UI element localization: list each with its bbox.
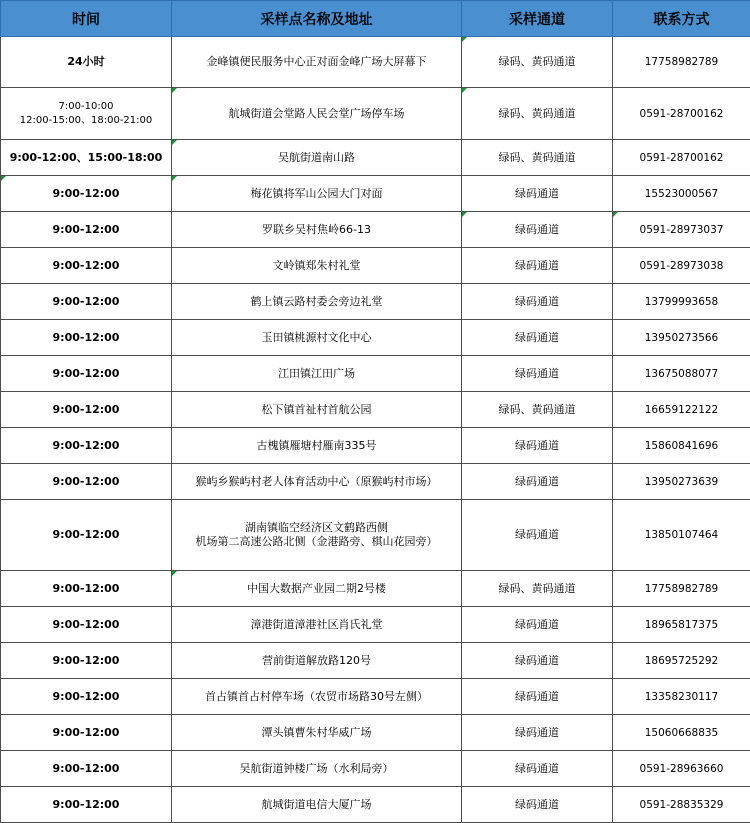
cell-contact: 0591-28835329: [613, 787, 750, 823]
table-row: [1, 751, 750, 787]
cell-contact: 0591-28973037: [613, 212, 750, 248]
cell-channel: 绿码、黄码通道: [462, 571, 613, 607]
cell-channel: 绿码通道: [462, 787, 613, 823]
cell-time: 9:00-12:00、15:00-18:00: [1, 140, 172, 176]
cell-channel: 绿码、黄码通道: [462, 37, 613, 88]
cell-contact: 17758982789: [613, 571, 750, 607]
cell-site: 漳港街道漳港社区肖氏礼堂: [172, 607, 462, 643]
cell-time: 9:00-12:00: [1, 464, 172, 500]
cell-time: 9:00-12:00: [1, 320, 172, 356]
cell-contact: 13799993658: [613, 284, 750, 320]
cell-channel: 绿码通道: [462, 679, 613, 715]
table-row: [1, 392, 750, 428]
table-row: [1, 715, 750, 751]
cell-contact: 13950273639: [613, 464, 750, 500]
cell-channel: 绿码通道: [462, 356, 613, 392]
table-row: [1, 464, 750, 500]
cell-time: 9:00-12:00: [1, 787, 172, 823]
cell-site: 首占镇首占村停车场（农贸市场路30号左侧）: [172, 679, 462, 715]
cell-contact: 0591-28973038: [613, 248, 750, 284]
cell-time: 9:00-12:00: [1, 607, 172, 643]
cell-contact: 17758982789: [613, 37, 750, 88]
header-channel: 采样通道: [462, 1, 613, 37]
table-row: [1, 320, 750, 356]
cell-time: 9:00-12:00: [1, 176, 172, 212]
cell-channel: 绿码通道: [462, 643, 613, 679]
cell-site: 营前街道解放路120号: [172, 643, 462, 679]
cell-site: 航城街道会堂路人民会堂广场停车场: [172, 88, 462, 140]
table-row: [1, 284, 750, 320]
cell-channel: 绿码通道: [462, 464, 613, 500]
cell-time: 9:00-12:00: [1, 248, 172, 284]
cell-site: 潭头镇曹朱村华威广场: [172, 715, 462, 751]
cell-time: 9:00-12:00: [1, 679, 172, 715]
table-row: [1, 500, 750, 571]
cell-site: 航城街道电信大厦广场: [172, 787, 462, 823]
cell-time: 7:00-10:00 12:00-15:00、18:00-21:00: [1, 88, 172, 140]
cell-time: 9:00-12:00: [1, 428, 172, 464]
table-row: [1, 88, 750, 140]
cell-contact: 13675088077: [613, 356, 750, 392]
cell-channel: 绿码通道: [462, 284, 613, 320]
header-contact: 联系方式: [613, 1, 750, 37]
table-row: [1, 607, 750, 643]
cell-contact: 18695725292: [613, 643, 750, 679]
cell-contact: 0591-28700162: [613, 140, 750, 176]
table-row: [1, 428, 750, 464]
cell-time: 9:00-12:00: [1, 751, 172, 787]
cell-channel: 绿码通道: [462, 607, 613, 643]
cell-site: 湖南镇临空经济区文鹤路西侧 机场第二高速公路北侧（金港路旁、棋山花园旁）: [172, 500, 462, 571]
cell-site: 金峰镇便民服务中心正对面金峰广场大屏幕下: [172, 37, 462, 88]
cell-site: 中国大数据产业园二期2号楼: [172, 571, 462, 607]
cell-time: 9:00-12:00: [1, 643, 172, 679]
cell-channel: 绿码、黄码通道: [462, 88, 613, 140]
cell-channel: 绿码通道: [462, 248, 613, 284]
table-row: [1, 37, 750, 88]
cell-channel: 绿码、黄码通道: [462, 392, 613, 428]
cell-channel: 绿码通道: [462, 320, 613, 356]
cell-channel: 绿码通道: [462, 212, 613, 248]
cell-channel: 绿码通道: [462, 751, 613, 787]
table-row: [1, 571, 750, 607]
cell-channel: 绿码通道: [462, 428, 613, 464]
cell-time: 9:00-12:00: [1, 392, 172, 428]
table-row: [1, 176, 750, 212]
cell-time: 9:00-12:00: [1, 284, 172, 320]
cell-contact: 0591-28963660: [613, 751, 750, 787]
cell-contact: 13358230117: [613, 679, 750, 715]
table-row: [1, 787, 750, 823]
cell-site: 鹤上镇云路村委会旁边礼堂: [172, 284, 462, 320]
cell-site: 玉田镇桃源村文化中心: [172, 320, 462, 356]
cell-time: 9:00-12:00: [1, 571, 172, 607]
cell-site: 吴航街道钟楼广场（水利局旁）: [172, 751, 462, 787]
cell-contact: 15860841696: [613, 428, 750, 464]
cell-site: 猴屿乡猴屿村老人体育活动中心（原猴屿村市场）: [172, 464, 462, 500]
table-row: [1, 356, 750, 392]
table-header-row: [1, 1, 750, 37]
cell-contact: 15060668835: [613, 715, 750, 751]
cell-site: 江田镇江田广场: [172, 356, 462, 392]
cell-channel: 绿码通道: [462, 176, 613, 212]
cell-site: 文岭镇郑朱村礼堂: [172, 248, 462, 284]
table-row: [1, 248, 750, 284]
cell-site: 梅花镇将军山公园大门对面: [172, 176, 462, 212]
cell-site: 吴航街道南山路: [172, 140, 462, 176]
cell-time: 9:00-12:00: [1, 356, 172, 392]
table-row: [1, 679, 750, 715]
header-time: 时间: [1, 1, 172, 37]
cell-channel: 绿码通道: [462, 500, 613, 571]
cell-site: 松下镇首祉村首航公园: [172, 392, 462, 428]
cell-site: 古槐镇雁塘村雁南335号: [172, 428, 462, 464]
cell-channel: 绿码通道: [462, 715, 613, 751]
cell-contact: 18965817375: [613, 607, 750, 643]
cell-time: 9:00-12:00: [1, 715, 172, 751]
table-row: [1, 140, 750, 176]
cell-channel: 绿码、黄码通道: [462, 140, 613, 176]
header-site: 采样点名称及地址: [172, 1, 462, 37]
cell-contact: 15523000567: [613, 176, 750, 212]
cell-contact: 16659122122: [613, 392, 750, 428]
cell-time: 24小时: [1, 37, 172, 88]
cell-time: 9:00-12:00: [1, 500, 172, 571]
table-row: [1, 643, 750, 679]
cell-time: 9:00-12:00: [1, 212, 172, 248]
cell-contact: 0591-28700162: [613, 88, 750, 140]
table-row: [1, 212, 750, 248]
cell-contact: 13950273566: [613, 320, 750, 356]
cell-contact: 13850107464: [613, 500, 750, 571]
cell-site: 罗联乡吴村焦岭66-13: [172, 212, 462, 248]
